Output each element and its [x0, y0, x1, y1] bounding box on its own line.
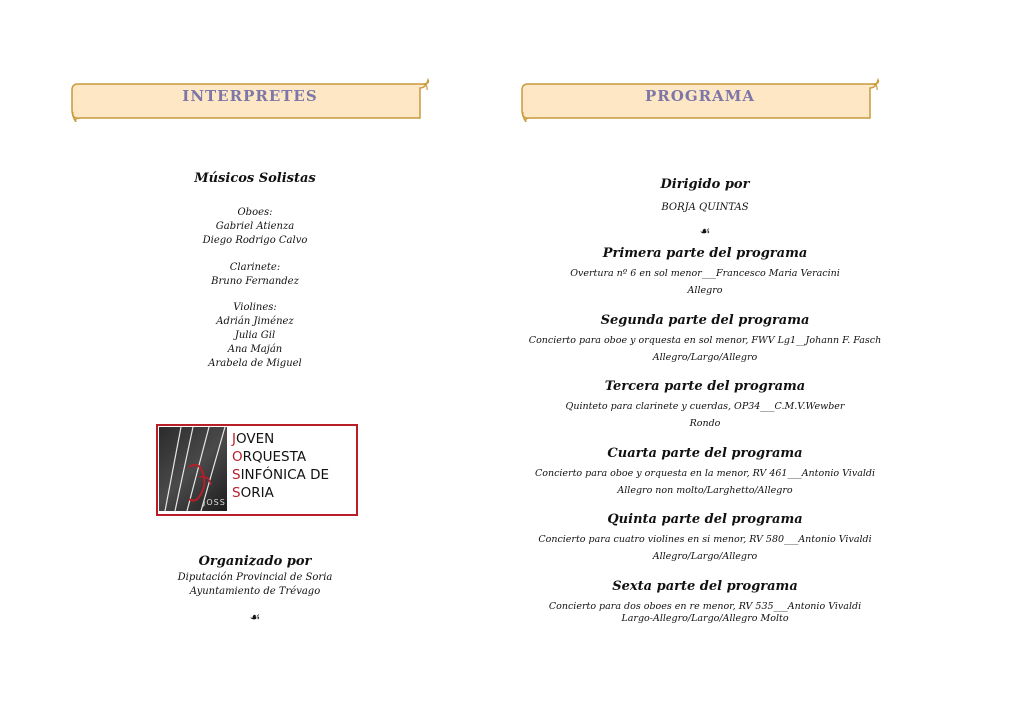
part-title: Quinta parte del programa	[607, 512, 803, 527]
clarinet-group	[70, 261, 440, 289]
program-part-3	[520, 379, 890, 429]
program-part-1	[520, 246, 890, 296]
performer-name: Arabela de Miguel	[208, 358, 302, 369]
logo-tag: JOSS	[203, 498, 226, 507]
part-title: Primera parte del programa	[602, 246, 808, 261]
ornament-icon: ☙	[699, 224, 711, 238]
violin-image	[159, 427, 227, 511]
part-movements: Allegro/Largo/Allegro	[652, 551, 758, 562]
part-work: Concierto para dos oboes en re menor, RV 535___Antonio Vivaldi	[548, 601, 862, 612]
orchestra-logo	[156, 424, 356, 514]
program-part-5	[520, 512, 890, 562]
logo-wordmark	[232, 430, 329, 502]
interpretes-banner	[70, 78, 430, 122]
organizers-title: Organizado por	[198, 554, 312, 569]
programa-banner	[520, 78, 880, 122]
violins-group	[70, 301, 440, 371]
interpretes-heading: INTERPRETES	[182, 87, 318, 105]
director-name: BORJA QUINTAS	[661, 202, 749, 213]
group-role: Clarinete:	[229, 262, 281, 273]
oboes-group	[70, 206, 440, 248]
group-role: Oboes:	[237, 207, 273, 218]
performer-name: Diego Rodrigo Calvo	[202, 235, 308, 246]
part-title: Sexta parte del programa	[612, 579, 798, 594]
part-work: Concierto para oboe y orquesta en la menor, RV 461___Antonio Vivaldi	[534, 468, 876, 479]
performer-name: Julia Gil	[234, 330, 276, 341]
program-part-4	[520, 446, 890, 496]
performer-name: Adrián Jiménez	[216, 316, 294, 327]
directed-by-title: Dirigido por	[660, 177, 750, 192]
part-movements: Allegro	[687, 285, 723, 296]
part-work: Concierto para oboe y orquesta en sol menor, FWV Lg1__Johann F. Fasch	[528, 335, 882, 346]
part-movements: Largo-Allegro/Largo/Allegro Molto	[621, 613, 789, 624]
part-movements: Allegro/Largo/Allegro	[652, 352, 758, 363]
organizer: Ayuntamiento de Trévago	[189, 586, 321, 597]
soloists-title: Músicos Solistas	[194, 171, 316, 186]
part-work: Quinteto para clarinete y cuerdas, OP34___C.M.V.Wewber	[565, 401, 845, 412]
program-part-6	[520, 579, 890, 624]
wordmark-line: SINFÓNICA DE	[232, 467, 330, 483]
part-title: Tercera parte del programa	[604, 379, 806, 394]
wordmark-line: ORQUESTA	[232, 449, 307, 465]
ornament-icon: ☙	[249, 610, 261, 624]
performer-name: Bruno Fernandez	[211, 276, 299, 287]
part-movements: Rondo	[689, 418, 721, 429]
wordmark-line: SORIA	[232, 485, 274, 501]
organizer: Diputación Provincial de Soria	[177, 572, 333, 583]
organizers-list	[70, 571, 440, 599]
part-title: Cuarta parte del programa	[607, 446, 803, 461]
program-part-2	[520, 313, 890, 363]
part-movements: Allegro non molto/Larghetto/Allegro	[617, 485, 793, 496]
part-work: Overtura nº 6 en sol menor___Francesco Maria Veracini	[570, 268, 840, 279]
performer-name: Gabriel Atienza	[215, 221, 295, 232]
performer-name: Ana Maján	[227, 344, 283, 355]
programa-heading: PROGRAMA	[645, 87, 755, 105]
group-role: Violines:	[233, 302, 277, 313]
wordmark-line: JOVEN	[232, 431, 275, 447]
part-work: Concierto para cuatro violines en si menor, RV 580___Antonio Vivaldi	[538, 534, 872, 545]
part-title: Segunda parte del programa	[600, 313, 810, 328]
